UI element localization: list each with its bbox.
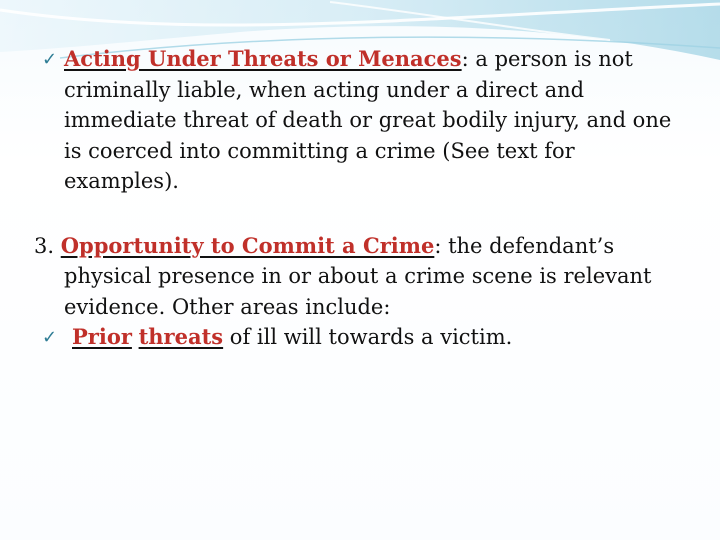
- prior-threats-text: of ill will towards a victim.: [223, 325, 513, 349]
- opportunity-item: [34, 231, 684, 323]
- opportunity-text: : the defendant’s physical presence in or about a crime scene is relevant evidence. Other areas include:: [64, 233, 652, 319]
- acting-under-threats-item: [34, 44, 684, 197]
- slide-body: [34, 44, 684, 353]
- acting-under-threats-text: : a person is not criminally liable, when acting under a direct and immediate threat of death or great bodily injury, and one is coerced into committing a crime (See text for examples).: [64, 47, 672, 193]
- term-acting-under-threats: Acting Under Threats or Menaces: [64, 46, 462, 71]
- term-opportunity: Opportunity to Commit a Crime: [60, 232, 435, 258]
- item-number: 3.: [34, 233, 55, 258]
- checkmark-icon: ✓: [42, 327, 58, 348]
- checkmark-icon: ✓: [42, 49, 58, 70]
- term-threats: threats: [138, 324, 224, 349]
- prior-threats-item: [34, 322, 684, 353]
- term-prior: Prior: [72, 324, 132, 349]
